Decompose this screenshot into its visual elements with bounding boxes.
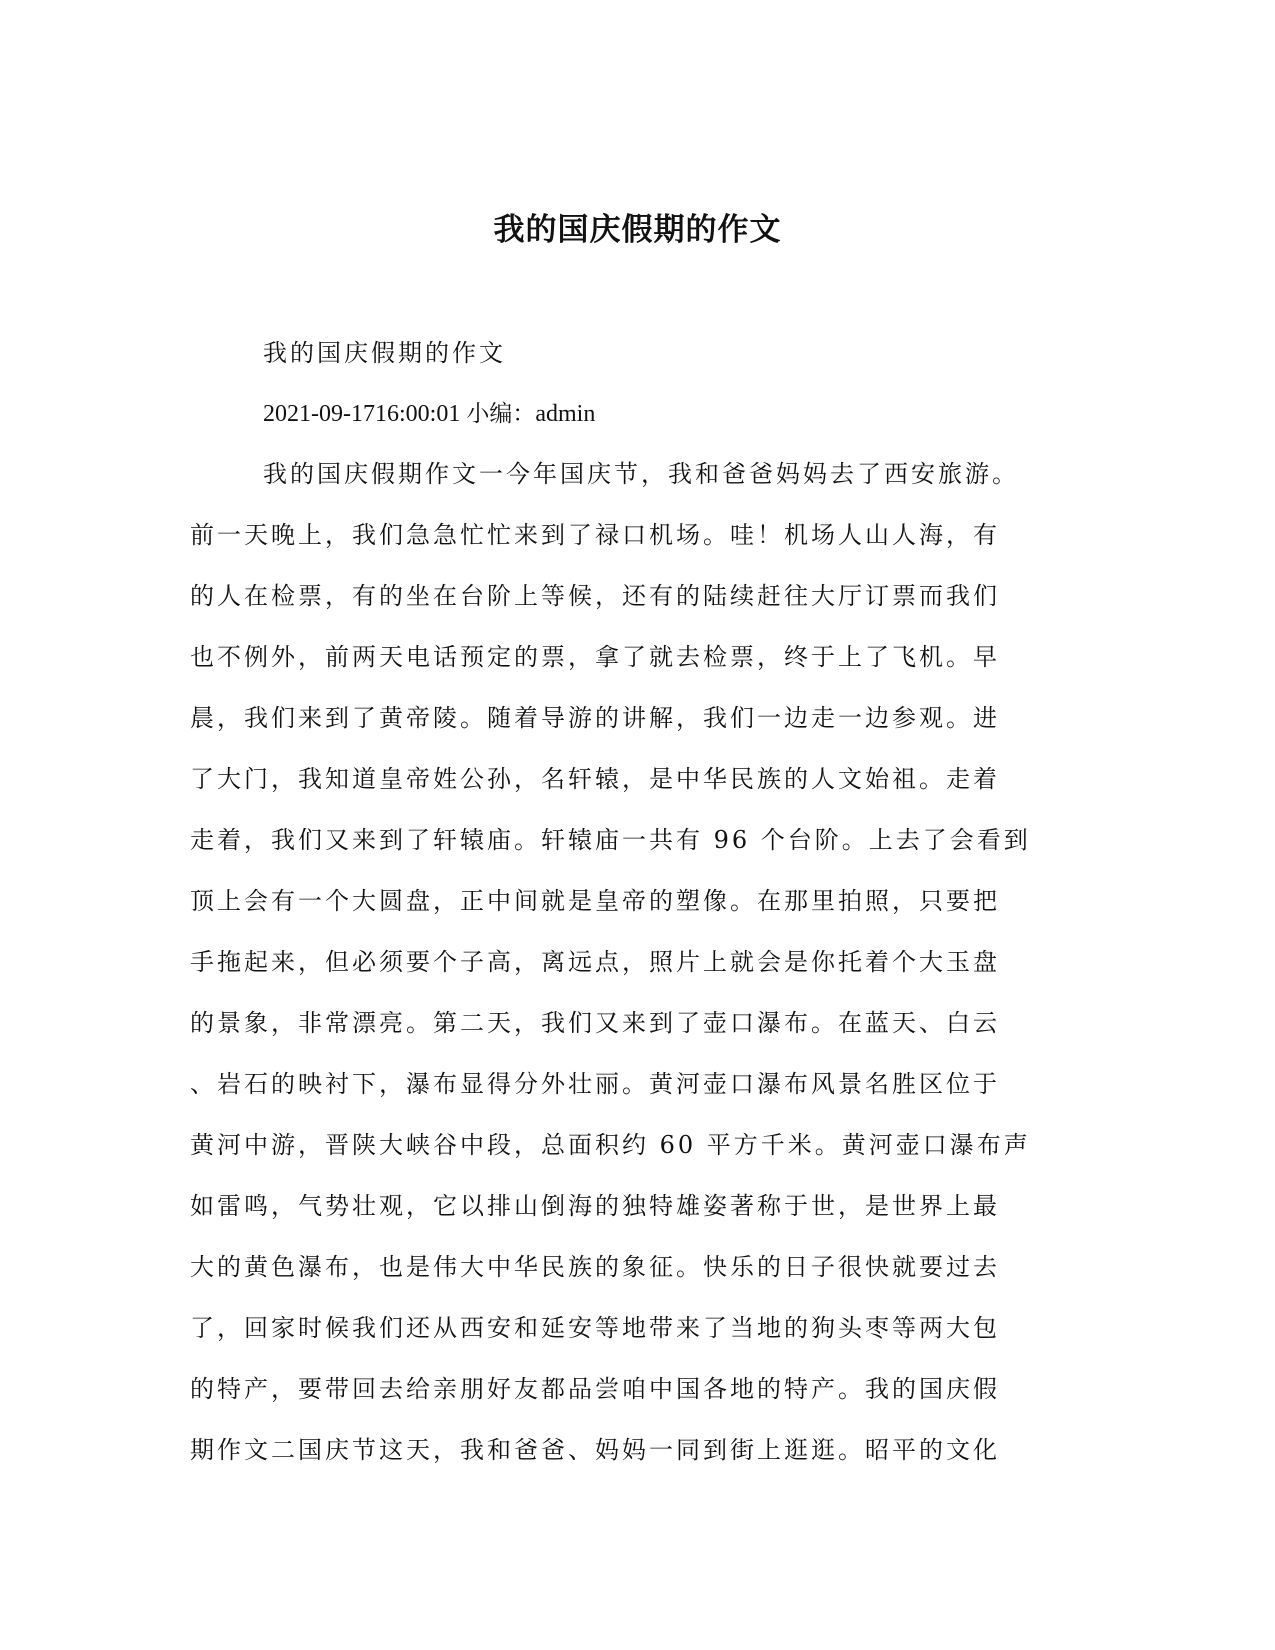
body-line: 顶上会有一个大圆盘，正中间就是皇帝的塑像。在那里拍照，只要把 [190,887,1000,915]
article-subtitle: 我的国庆假期的作文 [263,339,506,367]
body-line: 了，回家时候我们还从西安和延安等地带来了当地的狗头枣等两大包 [190,1314,1000,1342]
body-line: 我的国庆假期作文一今年国庆节，我和爸爸妈妈去了西安旅游。 [263,460,1019,488]
body-line: 大的黄色瀑布，也是伟大中华民族的象征。快乐的日子很快就要过去 [190,1253,1000,1281]
document-title: 我的国庆假期的作文 [493,212,782,248]
body-line: 了大门，我知道皇帝姓公孙，名轩辕，是中华民族的人文始祖。走着 [190,765,1000,793]
body-line: 如雷鸣，气势壮观，它以排山倒海的独特雄姿著称于世，是世界上最 [190,1192,1000,1220]
body-line: 走着，我们又来到了轩辕庙。轩辕庙一共有 96 个台阶。上去了会看到 [190,826,1031,854]
publish-datetime: 2021-09-1716:00:01 [263,401,461,427]
body-line: 黄河中游，晋陕大峡谷中段，总面积约 60 平方千米。黄河壶口瀑布声 [190,1131,1031,1159]
editor-label: 小编： [466,401,536,427]
body-line: 期作文二国庆节这天，我和爸爸、妈妈一同到街上逛逛。昭平的文化 [190,1436,1000,1464]
body-line: 、岩石的映衬下，瀑布显得分外壮丽。黄河壶口瀑布风景名胜区位于 [190,1070,1000,1098]
body-line: 的特产，要带回去给亲朋好友都品尝咱中国各地的特产。我的国庆假 [190,1375,1000,1403]
body-line: 晨，我们来到了黄帝陵。随着导游的讲解，我们一边走一边参观。进 [190,704,1000,732]
editor-name: admin [535,401,596,427]
article-body [190,454,1275,1491]
body-line: 的景象，非常漂亮。第二天，我们又来到了壶口瀑布。在蓝天、白云 [190,1009,1000,1037]
article-meta [263,394,595,434]
body-line: 手拖起来，但必须要个子高，离远点，照片上就会是你托着个大玉盘 [190,948,1000,976]
body-line: 也不例外，前两天电话预定的票，拿了就去检票，终于上了飞机。早 [190,643,1000,671]
body-line: 的人在检票，有的坐在台阶上等候，还有的陆续赶往大厅订票而我们 [190,582,1000,610]
body-line: 前一天晚上，我们急急忙忙来到了禄口机场。哇！机场人山人海，有 [190,521,1000,549]
